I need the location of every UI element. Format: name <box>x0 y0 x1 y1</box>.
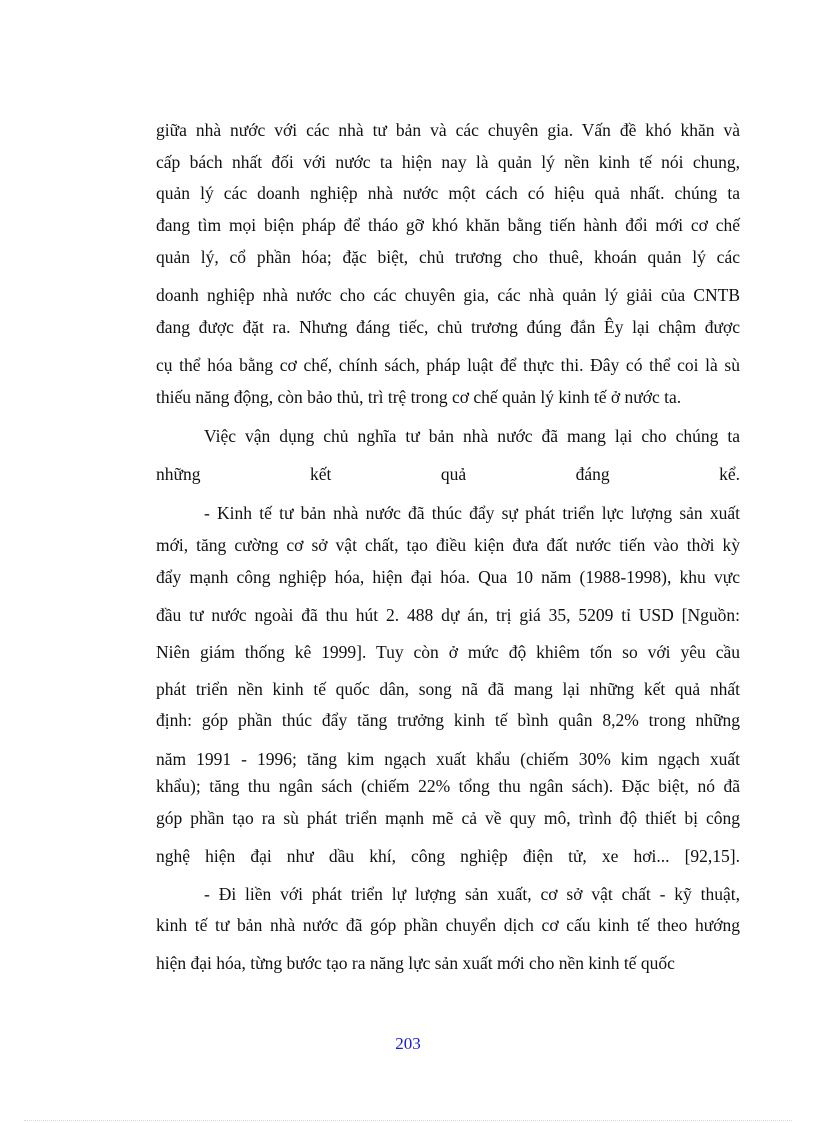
text-line: kinh tế tư bản nhà nước đã góp phần chuyển dịch cơ cấu kinh tế theo hướng <box>156 915 740 935</box>
page-bottom-divider <box>24 1120 792 1121</box>
text-line: nghệ hiện đại như dầu khí, công nghiệp điện tử, xe hơi... [92,15]. <box>156 846 740 866</box>
text-line: thiếu năng động, còn bảo thủ, trì trệ trong cơ chế quản lý kinh tế ở nước ta. <box>156 387 682 407</box>
text-line: cấp bách nhất đối với nước ta hiện nay là quản lý nền kinh tế nói chung, <box>156 152 740 172</box>
text-line: Việc vận dụng chủ nghĩa tư bản nhà nước đã mang lại cho chúng ta <box>204 426 740 446</box>
text-line: mới, tăng cường cơ sở vật chất, tạo điều kiện đưa đất nước tiến vào thời kỳ <box>156 535 740 555</box>
text-line: đang tìm mọi biện pháp để tháo gỡ khó khăn bằng tiến hành đổi mới cơ chế <box>156 215 740 235</box>
text-line: khẩu); tăng thu ngân sách (chiếm 22% tổng thu ngân sách). Đặc biệt, nó đã <box>156 776 740 796</box>
text-line: giữa nhà nước với các nhà tư bản và các chuyên gia. Vấn đề khó khăn và <box>156 120 740 140</box>
page-number: 203 <box>395 1034 421 1053</box>
text-line: - Kinh tế tư bản nhà nước đã thúc đẩy sự phát triển lực lượng sản xuất <box>204 503 740 523</box>
text-line: đầu tư nước ngoài đã thu hút 2. 488 dự án, trị giá 35, 5209 tỉ USD [Nguồn: <box>156 605 740 625</box>
text-line: năm 1991 - 1996; tăng kim ngạch xuất khẩu (chiếm 30% kim ngạch xuất <box>156 749 740 769</box>
text-line: hiện đại hóa, từng bước tạo ra năng lực sản xuất mới cho nền kinh tế quốc <box>156 953 675 973</box>
text-line: phát triển nền kinh tế quốc dân, song nã đã mang lại những kết quả nhất <box>156 679 740 699</box>
text-line: Niên giám thống kê 1999]. Tuy còn ở mức độ khiêm tốn so với yêu cầu <box>156 642 740 662</box>
text-line: góp phần tạo ra sù phát triển mạnh mẽ cả về quy mô, trình độ thiết bị công <box>156 808 740 828</box>
text-line: quản lý các doanh nghiệp nhà nước một cách có hiệu quả nhất. chúng ta <box>156 183 740 203</box>
text-line: - Đi liền với phát triển lự lượng sản xuất, cơ sở vật chất - kỹ thuật, <box>204 884 740 904</box>
text-line: định: góp phần thúc đẩy tăng trưởng kinh tế bình quân 8,2% trong những <box>156 710 740 730</box>
text-line: quản lý, cổ phần hóa; đặc biệt, chủ trương cho thuê, khoán quản lý các <box>156 247 740 267</box>
text-line: cụ thể hóa bằng cơ chế, chính sách, pháp luật để thực thi. Đây có thể coi là sù <box>156 355 740 375</box>
text-line: doanh nghiệp nhà nước cho các chuyên gia, các nhà quản lý giải của CNTB <box>156 285 740 305</box>
text-line: đang được đặt ra. Nhưng đáng tiếc, chủ trương đúng đắn Êy lại chậm được <box>156 317 740 337</box>
text-line: đẩy mạnh công nghiệp hóa, hiện đại hóa. Qua 10 năm (1988-1998), khu vực <box>156 567 740 587</box>
text-line: những kết quả đáng kể. <box>156 464 740 484</box>
